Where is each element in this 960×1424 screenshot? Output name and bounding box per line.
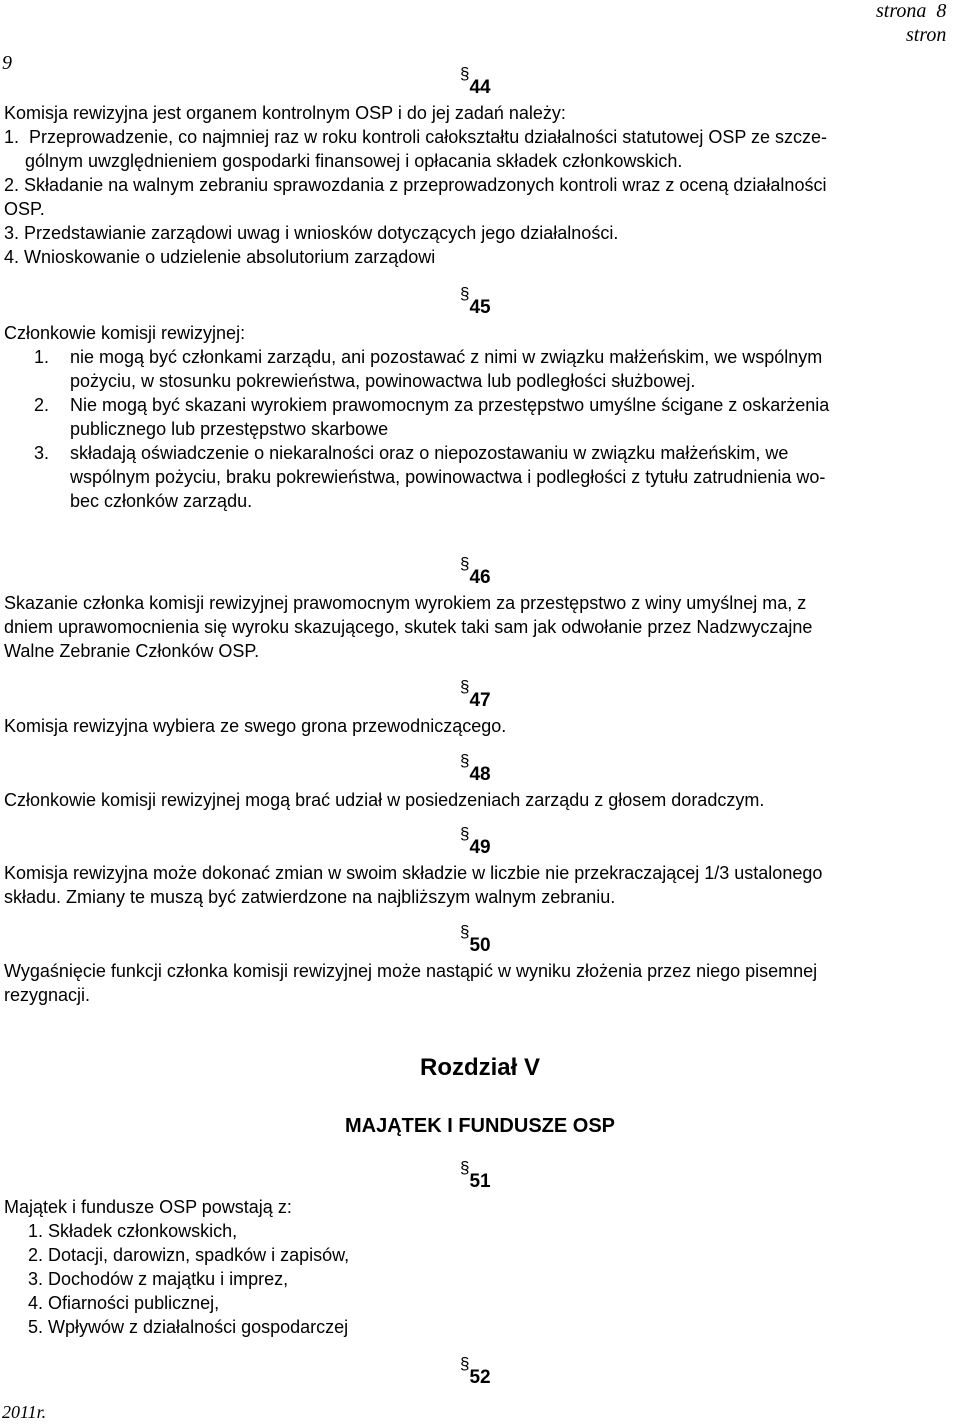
section-46-line: Skazanie członka komisji rewizyjnej prawomocnym wyrokiem za przestępstwo z winy umyślnej ma, z (4, 593, 807, 613)
section-46-line: dniem uprawomocnienia się wyroku skazującego, skutek taki sam jak odwołanie przez Nadzwyczajne (4, 617, 813, 637)
footer-year: 2011r. (2, 1402, 47, 1422)
list-item: 2. Dotacji, darowizn, spadków i zapisów, (28, 1245, 350, 1265)
list-item-continuation: pożyciu, w stosunku pokrewieństwa, powinowactwa lub podległości służbowej. (70, 371, 696, 391)
list-item-continuation: OSP. (4, 199, 45, 219)
list-item: nie mogą być członkami zarządu, ani pozostawać z nimi w związku małżeńskim, we wspólnym (70, 347, 823, 367)
section-51-intro: Majątek i fundusze OSP powstają z: (4, 1197, 292, 1217)
section-44-heading: §44 (460, 64, 491, 98)
section-49-line: Komisja rewizyjna może dokonać zmian w swoim składzie w liczbie nie przekraczającej 1/3 ustalonego (4, 863, 823, 883)
section-50-heading: §50 (460, 922, 491, 956)
list-item: 3. Dochodów z majątku i imprez, (28, 1269, 289, 1289)
section-50-line: Wygaśnięcie funkcji członka komisji rewizyjnej może nastąpić w wyniku złożenia przez niego pisemnej (4, 961, 818, 981)
section-49-heading: §49 (460, 824, 491, 858)
section-46-line: Walne Zebranie Członków OSP. (4, 641, 260, 661)
list-item: 5. Wpływów z działalności gospodarczej (28, 1317, 349, 1337)
list-item-number: 3. (34, 443, 50, 463)
page-total-number: 9 (2, 52, 12, 74)
section-45-intro: Członkowie komisji rewizyjnej: (4, 323, 246, 343)
list-item-number: 1. (34, 347, 50, 367)
chapter-subtitle: MAJĄTEK I FUNDUSZE OSP (344, 1115, 616, 1137)
section-51-heading: §51 (460, 1158, 491, 1192)
list-item-number: 2. (34, 395, 50, 415)
section-48-heading: §48 (460, 751, 491, 785)
section-48-line: Członkowie komisji rewizyjnej mogą brać udział w posiedzeniach zarządu z głosem doradczym. (4, 790, 765, 810)
list-item-continuation: wspólnym pożyciu, braku pokrewieństwa, powinowactwa i podległości z tytułu zatrudnienia wo- (70, 467, 826, 487)
section-46-heading: §46 (460, 554, 491, 588)
list-item: 2. Składanie na walnym zebraniu sprawozdania z przeprowadzonych kontroli wraz z oceną działalności (4, 175, 827, 195)
section-50-line: rezygnacji. (4, 985, 91, 1005)
list-item-continuation: publicznego lub przestępstwo skarbowe (70, 419, 389, 439)
section-47-heading: §47 (460, 677, 491, 711)
section-47-line: Komisja rewizyjna wybiera ze swego grona przewodniczącego. (4, 716, 507, 736)
list-item: 3. Przedstawianie zarządowi uwag i wniosków dotyczących jego działalności. (4, 223, 619, 243)
list-item: 1. Przeprowadzenie, co najmniej raz w roku kontroli całokształtu działalności statutowej OSP ze szcze- (4, 127, 828, 147)
list-item: 4. Ofiarności publicznej, (28, 1293, 220, 1313)
section-44-intro: Komisja rewizyjna jest organem kontrolnym OSP i do jej zadań należy: (4, 103, 566, 123)
list-item: 4. Wnioskowanie o udzielenie absolutorium zarządowi (4, 247, 436, 267)
section-52-heading: §52 (460, 1354, 491, 1388)
list-item: 1. Składek członkowskich, (28, 1221, 238, 1241)
list-item-continuation: gólnym uwzględnieniem gospodarki finansowej i opłacania składek członkowskich. (25, 151, 683, 171)
page-label: strona 8 (876, 0, 947, 22)
list-item: Nie mogą być skazani wyrokiem prawomocnym za przestępstwo umyślne ścigane z oskarżenia (70, 395, 830, 415)
page-total-label: stron (906, 24, 947, 46)
list-item-continuation: bec członków zarządu. (70, 491, 253, 511)
chapter-title: Rozdział V (419, 1054, 540, 1081)
section-49-line: składu. Zmiany te muszą być zatwierdzone na najbliższym walnym zebraniu. (4, 887, 616, 907)
section-45-heading: §45 (460, 284, 491, 318)
list-item: składają oświadczenie o niekaralności oraz o niepozostawaniu w związku małżeńskim, we (70, 443, 789, 463)
